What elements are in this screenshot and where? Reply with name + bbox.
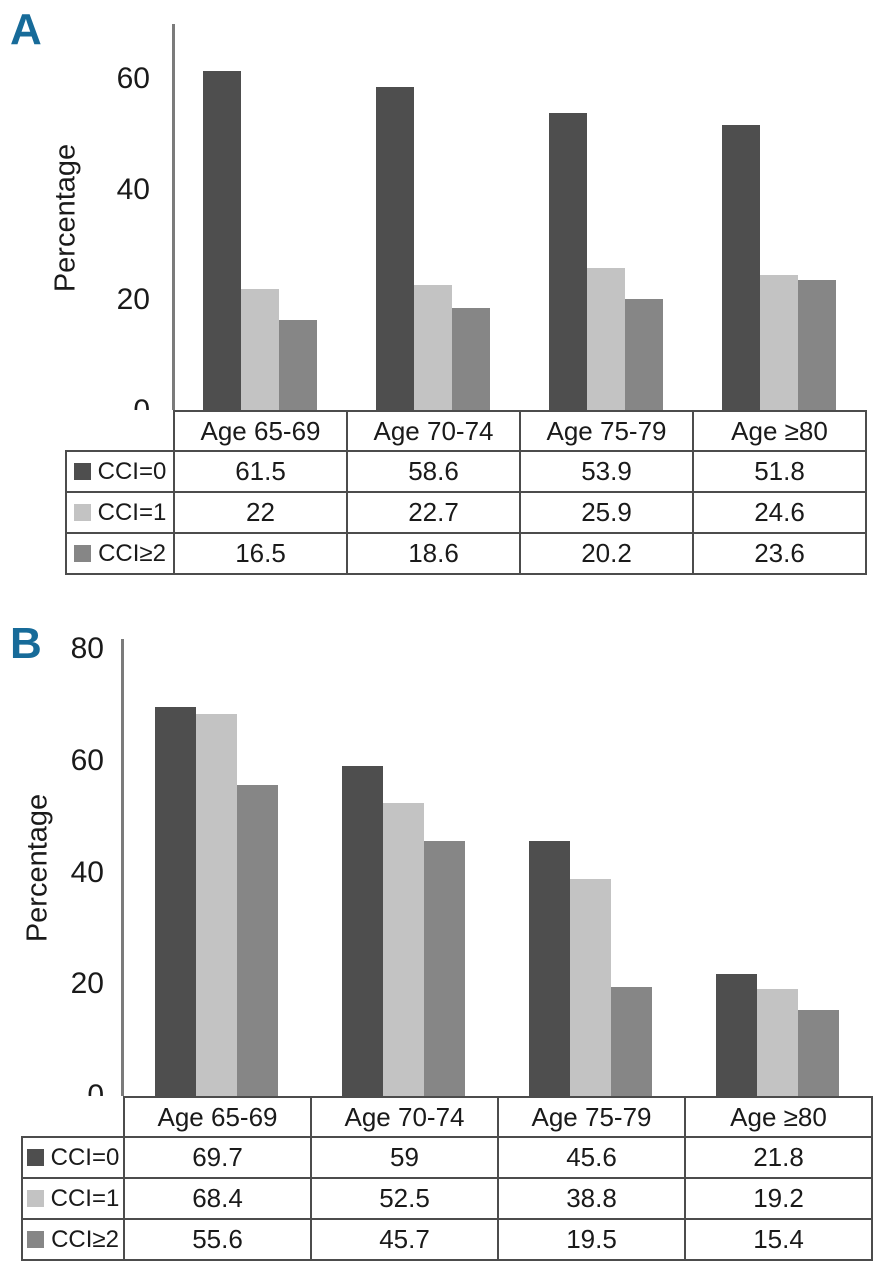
table-row <box>22 1178 872 1219</box>
category-header-cell: Age 65-69 <box>124 1097 311 1137</box>
bar-cci-2-age-70-74 <box>424 841 465 1096</box>
y-axis-tick-b-60: 60 <box>70 744 104 777</box>
legend-entry <box>23 1185 123 1213</box>
value-cell-cci-0-age-80: 51.8 <box>693 451 866 492</box>
value-cell-cci-2-age-80: 23.6 <box>693 533 866 574</box>
bar-cci-2-age-65-69 <box>279 320 317 411</box>
bar-cci-0-age-65-69 <box>155 707 196 1096</box>
value-cell-cci-1-age-70-74: 52.5 <box>311 1178 498 1219</box>
value-cell-cci-0-age-70-74: 58.6 <box>347 451 520 492</box>
category-header-cell: Age ≥80 <box>685 1097 872 1137</box>
legend-entry <box>23 1226 123 1254</box>
value-cell-cci-1-age-75-79: 38.8 <box>498 1178 685 1219</box>
bar-cci-0-age-80 <box>722 125 760 411</box>
bar-cci-1-age-75-79 <box>570 879 611 1096</box>
value-cell-cci-1-age-65-69: 68.4 <box>124 1178 311 1219</box>
table-row <box>66 533 866 574</box>
category-header-cell: Age ≥80 <box>693 411 866 451</box>
value-cell-cci-0-age-75-79: 45.6 <box>498 1137 685 1178</box>
y-axis-tick-b-80: 80 <box>70 632 104 665</box>
data-table-a <box>65 410 867 575</box>
bar-cci-1-age-80 <box>760 275 798 411</box>
bar-cci-1-age-65-69 <box>196 714 237 1096</box>
legend-label: CCI=0 <box>97 457 167 485</box>
legend-swatch-cci-1 <box>27 1190 44 1207</box>
legend-label: CCI≥2 <box>98 539 166 567</box>
bar-cci-2-age-70-74 <box>452 308 490 411</box>
corner-cell <box>22 1097 124 1137</box>
value-cell-cci-2-age-80: 15.4 <box>685 1219 872 1260</box>
bar-cci-0-age-80 <box>716 974 757 1096</box>
legend-swatch-cci-1 <box>74 504 91 521</box>
category-header-cell: Age 70-74 <box>347 411 520 451</box>
legend-label: CCI≥2 <box>51 1225 119 1253</box>
legend-cell <box>22 1137 124 1178</box>
bar-cci-1-age-70-74 <box>383 803 424 1096</box>
bar-cci-0-age-75-79 <box>529 841 570 1096</box>
value-cell-cci-1-age-80: 19.2 <box>685 1178 872 1219</box>
bar-cci-0-age-70-74 <box>342 766 383 1096</box>
legend-entry <box>67 458 173 486</box>
value-cell-cci-2-age-75-79: 20.2 <box>520 533 693 574</box>
bar-cci-1-age-65-69 <box>241 289 279 411</box>
value-cell-cci-0-age-65-69: 69.7 <box>124 1137 311 1178</box>
bar-cci-2-age-80 <box>798 1010 839 1096</box>
legend-label: CCI=1 <box>97 498 167 526</box>
value-cell-cci-0-age-70-74: 59 <box>311 1137 498 1178</box>
value-cell-cci-0-age-75-79: 53.9 <box>520 451 693 492</box>
legend-swatch-cci-2 <box>74 545 91 562</box>
bar-cci-2-age-75-79 <box>611 987 652 1096</box>
corner-cell <box>66 411 174 451</box>
bar-cci-2-age-65-69 <box>237 785 278 1096</box>
table-row <box>22 1219 872 1260</box>
legend-entry <box>23 1144 123 1172</box>
legend-swatch-cci-0 <box>74 463 91 480</box>
category-header-cell: Age 75-79 <box>498 1097 685 1137</box>
legend-entry <box>67 540 173 568</box>
value-cell-cci-2-age-65-69: 16.5 <box>174 533 347 574</box>
bar-cci-2-age-75-79 <box>625 299 663 411</box>
category-header-cell: Age 70-74 <box>311 1097 498 1137</box>
legend-cell <box>66 533 174 574</box>
value-cell-cci-1-age-70-74: 22.7 <box>347 492 520 533</box>
legend-label: CCI=1 <box>50 1184 120 1212</box>
legend-label: CCI=0 <box>50 1143 120 1171</box>
value-cell-cci-0-age-65-69: 61.5 <box>174 451 347 492</box>
value-cell-cci-2-age-65-69: 55.6 <box>124 1219 311 1260</box>
bar-cci-0-age-75-79 <box>549 113 587 411</box>
legend-cell <box>66 451 174 492</box>
y-axis-tick-a-20: 20 <box>116 283 150 316</box>
bar-cci-2-age-80 <box>798 280 836 411</box>
y-axis-line-b <box>121 639 124 1096</box>
legend-cell <box>66 492 174 533</box>
value-cell-cci-2-age-75-79: 19.5 <box>498 1219 685 1260</box>
data-table-b <box>21 1096 873 1261</box>
table-row <box>66 451 866 492</box>
table-row <box>66 492 866 533</box>
table-header-row <box>22 1097 872 1137</box>
legend-entry <box>67 499 173 527</box>
legend-cell <box>22 1219 124 1260</box>
y-axis-title-a: Percentage <box>49 143 82 293</box>
bar-cci-1-age-70-74 <box>414 285 452 411</box>
y-axis-tick-a-40: 40 <box>116 173 150 206</box>
value-cell-cci-2-age-70-74: 45.7 <box>311 1219 498 1260</box>
y-axis-title-b: Percentage <box>21 793 54 943</box>
value-cell-cci-1-age-75-79: 25.9 <box>520 492 693 533</box>
y-axis-tick-a-60: 60 <box>116 62 150 95</box>
y-axis-line-a <box>172 24 175 411</box>
bar-cci-1-age-75-79 <box>587 268 625 411</box>
legend-cell <box>22 1178 124 1219</box>
bar-cci-0-age-70-74 <box>376 87 414 411</box>
legend-swatch-cci-2 <box>27 1231 44 1248</box>
bar-cci-1-age-80 <box>757 989 798 1096</box>
table-header-row <box>66 411 866 451</box>
y-axis-tick-b-40: 40 <box>70 856 104 889</box>
category-header-cell: Age 65-69 <box>174 411 347 451</box>
value-cell-cci-0-age-80: 21.8 <box>685 1137 872 1178</box>
bar-cci-0-age-65-69 <box>203 71 241 411</box>
category-header-cell: Age 75-79 <box>520 411 693 451</box>
panel-a-label: A <box>10 5 42 54</box>
legend-swatch-cci-0 <box>27 1149 44 1166</box>
panel-b-label: B <box>10 619 42 668</box>
y-axis-tick-b-20: 20 <box>70 967 104 1000</box>
value-cell-cci-1-age-65-69: 22 <box>174 492 347 533</box>
value-cell-cci-2-age-70-74: 18.6 <box>347 533 520 574</box>
table-row <box>22 1137 872 1178</box>
value-cell-cci-1-age-80: 24.6 <box>693 492 866 533</box>
